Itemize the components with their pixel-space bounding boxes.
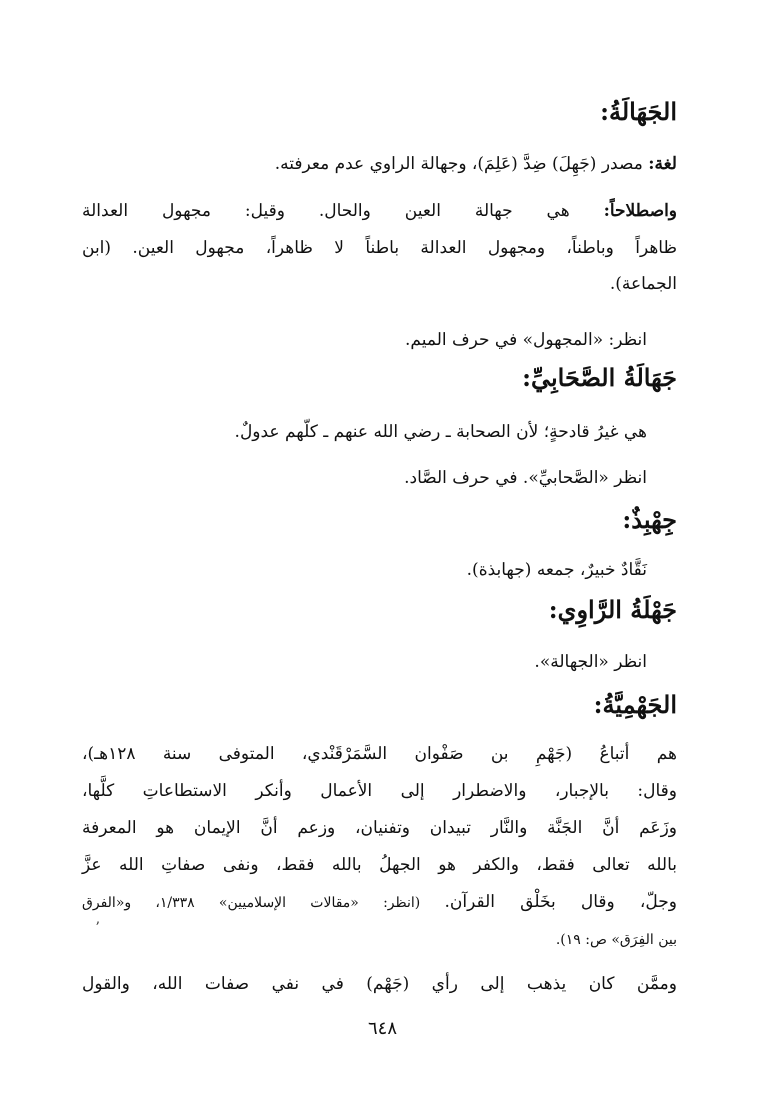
entry-line: الجماعة). xyxy=(609,274,677,294)
entry-title-jahalat-al-sahabi: جَهَالَةُ الصَّحَابِيِّ: xyxy=(522,363,677,392)
line-label: واصطلاحاً: xyxy=(603,201,677,221)
entry-line: بالله تعالى فقط، والكفر هو الجهلُ بالله فقط، ونفى صفاتِ الله عزَّ xyxy=(82,855,677,875)
margin-mark: ʼ xyxy=(95,920,100,936)
entry-line: وقال: بالإجبار، والاضطرار إلى الأعمال وأنكر الاستطاعاتِ كلَّها، xyxy=(82,781,677,801)
entry-line: وممَّن كان يذهب إلى رأي (جَهْم) في نفي صفات الله، والقول xyxy=(82,974,677,994)
line-label: لغة: xyxy=(648,154,677,174)
entry-title-jahala: الجَهَالَةُ: xyxy=(600,97,677,126)
entry-line xyxy=(82,150,677,178)
page-number: ٦٤٨ xyxy=(367,1018,397,1039)
entry-line: نَقَّادٌ خبيرٌ، جمعه (جهابذة). xyxy=(466,560,647,580)
line-text: وجلّ، وقال بخَلْق القرآن. xyxy=(444,892,677,912)
entry-line: انظر «الجهالة». xyxy=(534,652,647,672)
entry-title-jahbadh: جِهْبِذٌ: xyxy=(622,505,677,534)
citation-text: (انظر: «مقالات الإسلاميين» ١/٣٣٨، و«الفرق xyxy=(82,895,445,911)
entry-line xyxy=(82,888,677,917)
line-text: مصدر (جَهِلَ) ضِدَّ (عَلِمَ)، وجهالة الراوي عدم معرفته. xyxy=(274,154,649,174)
entry-line: ظاهراً وباطناً، ومجهول العدالة باطناً لا ظاهراً، مجهول العين. (ابن xyxy=(82,238,677,258)
entry-line: انظر «الصَّحابيِّ». في حرف الصَّاد. xyxy=(404,468,647,488)
entry-line: هم أتباعُ (جَهْمِ بن صَفْوان السَّمَرْقَنْدي، المتوفى سنة ١٢٨هـ)، xyxy=(82,744,677,764)
entry-line: انظر: «المجهول» في حرف الميم. xyxy=(405,330,647,350)
entry-line: وزَعَم أنَّ الجَنَّة والنَّار تبيدان وتفنيان، وزعم أنَّ الإيمان هو المعرفة xyxy=(82,818,677,838)
entry-title-jahlat-al-rawi: جَهْلَةُ الرَّاوِي: xyxy=(548,595,677,624)
citation-line: بين الفِرَق» ص: ١٩). xyxy=(555,932,677,948)
entry-title-jahmiyya: الجَهْمِيَّةُ: xyxy=(593,690,677,719)
entry-line: هي غيرُ قادحةٍ؛ لأن الصحابة ـ رضي الله عنهم ـ كلّهم عدولٌ. xyxy=(234,422,647,442)
entry-line xyxy=(82,197,677,225)
line-text: هي جهالة العين والحال. وقيل: مجهول العدالة xyxy=(82,201,604,221)
